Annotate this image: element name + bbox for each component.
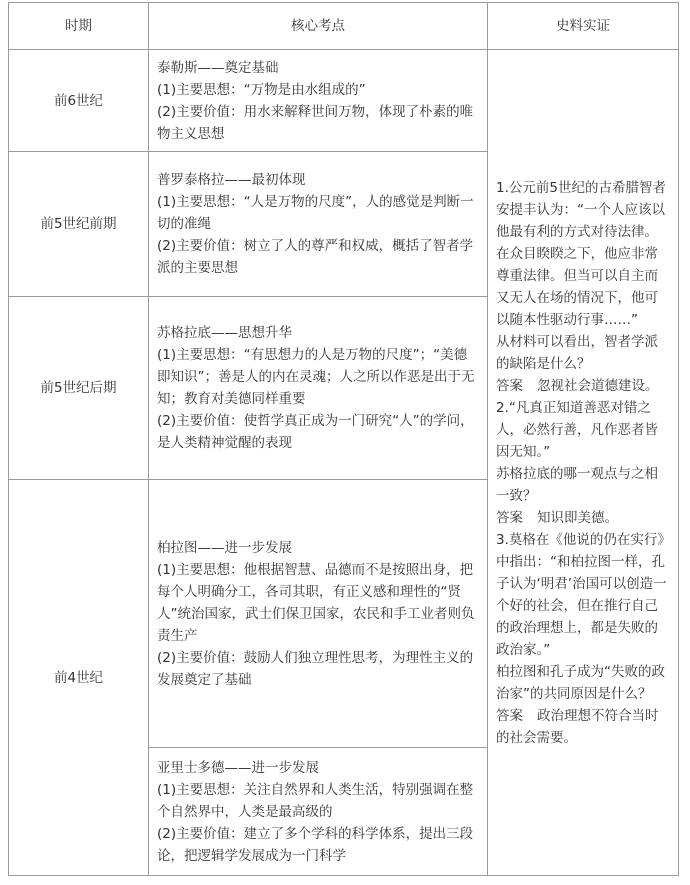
period-cell: 前4世纪 [9, 480, 149, 876]
evidence-q1-answer [496, 375, 670, 397]
header-row [9, 3, 679, 50]
evidence-q3-question: 柏拉图和孔子成为“失败的政治家”的共同原因是什么？ [496, 663, 665, 702]
period-cell: 前5世纪后期 [9, 297, 149, 480]
core-idea: (1)主要思想：“人是万物的尺度”，人的感觉是判断一切的准绳 [157, 194, 474, 232]
core-value: (2)主要价值：鼓励人们独立理性思考，为理性主义的发展奠定了基础 [157, 649, 474, 688]
answer-label: 答案 [496, 707, 523, 724]
core-value: (2)主要价值：用水来解释世间万物，体现了朴素的唯物主义思想 [157, 103, 474, 142]
core-title: 泰勒斯——奠定基础 [157, 59, 279, 76]
period-cell: 前5世纪前期 [9, 152, 149, 297]
core-idea: (1)主要思想：他根据智慧、品德而不是按照出身，把每个人明确分工，各司其职，有正义感和理性的“贤人”统治国家，武士们保卫国家，农民和手工业者则负责生产 [157, 561, 475, 644]
header-core: 核心考点 [149, 3, 488, 50]
core-cell [149, 297, 488, 480]
evidence-q2-text: 2.“凡真正知道善恶对错之人，必然行善，凡作恶者皆因无知。” [496, 399, 658, 460]
core-cell [149, 748, 488, 876]
core-value: (2)主要价值：使哲学真正成为一门研究“人”的学问，是人类精神觉醒的表现 [157, 413, 474, 451]
core-cell [149, 480, 488, 748]
history-table [8, 2, 679, 876]
core-idea: (1)主要思想：“有思想力的人是万物的尺度”；“美德即知识”；善是人的内在灵魂；人之所以作恶是出于无知；教育对美德同样重要 [157, 347, 475, 407]
period-cell: 前6世纪 [9, 50, 149, 152]
header-period: 时期 [9, 3, 149, 50]
evidence-q2-question: 苏格拉底的哪一观点与之相一致？ [496, 465, 658, 504]
table-row [9, 50, 679, 152]
header-evidence: 史料实证 [488, 3, 679, 50]
core-title: 普罗泰格拉——最初体现 [157, 172, 306, 188]
answer-text: 知识即美德。 [537, 509, 618, 526]
evidence-cell [488, 50, 679, 876]
core-title: 苏格拉底——思想升华 [157, 325, 292, 341]
core-title: 亚里士多德——进一步发展 [157, 759, 319, 776]
answer-label: 答案 [496, 509, 523, 526]
answer-text: 政治理想不符合当时的社会需要。 [496, 707, 659, 746]
core-idea: (1)主要思想：“万物是由水组成的” [157, 81, 366, 98]
evidence-q2-answer [496, 507, 670, 529]
core-cell [149, 152, 488, 297]
core-cell [149, 50, 488, 152]
core-title: 柏拉图——进一步发展 [157, 539, 292, 556]
answer-label: 答案 [496, 377, 523, 394]
evidence-q1-question: 从材料可以看出，智者学派的缺陷是什么？ [496, 333, 658, 372]
core-value: (2)主要价值：树立了人的尊严和权威，概括了智者学派的主要思想 [157, 238, 474, 276]
evidence-q1-text: 1.公元前5世纪的古希腊智者安提丰认为：“一个人应该以他最有利的方式对待法律。在众目睽睽之下，他应非常尊重法律。但当可以自主而又无人在场的情况下，他可以随本性驱动行事……” [496, 179, 666, 328]
answer-text: 忽视社会道德建设。 [537, 377, 659, 394]
evidence-q3-answer [496, 705, 670, 749]
core-idea: (1)主要思想：关注自然界和人类生活，特别强调在整个自然界中，人类是最高级的 [157, 781, 474, 820]
core-value: (2)主要价值：建立了多个学科的科学体系，提出三段论，把逻辑学发展成为一门科学 [157, 825, 474, 864]
evidence-q3-text: 3.莫格在《他说的仍在实行》中指出：“和柏拉图一样，孔子认为‘明君’治国可以创造一个好的社会，但在推行自己的政治理想上，都是失败的政治家。” [496, 531, 667, 658]
